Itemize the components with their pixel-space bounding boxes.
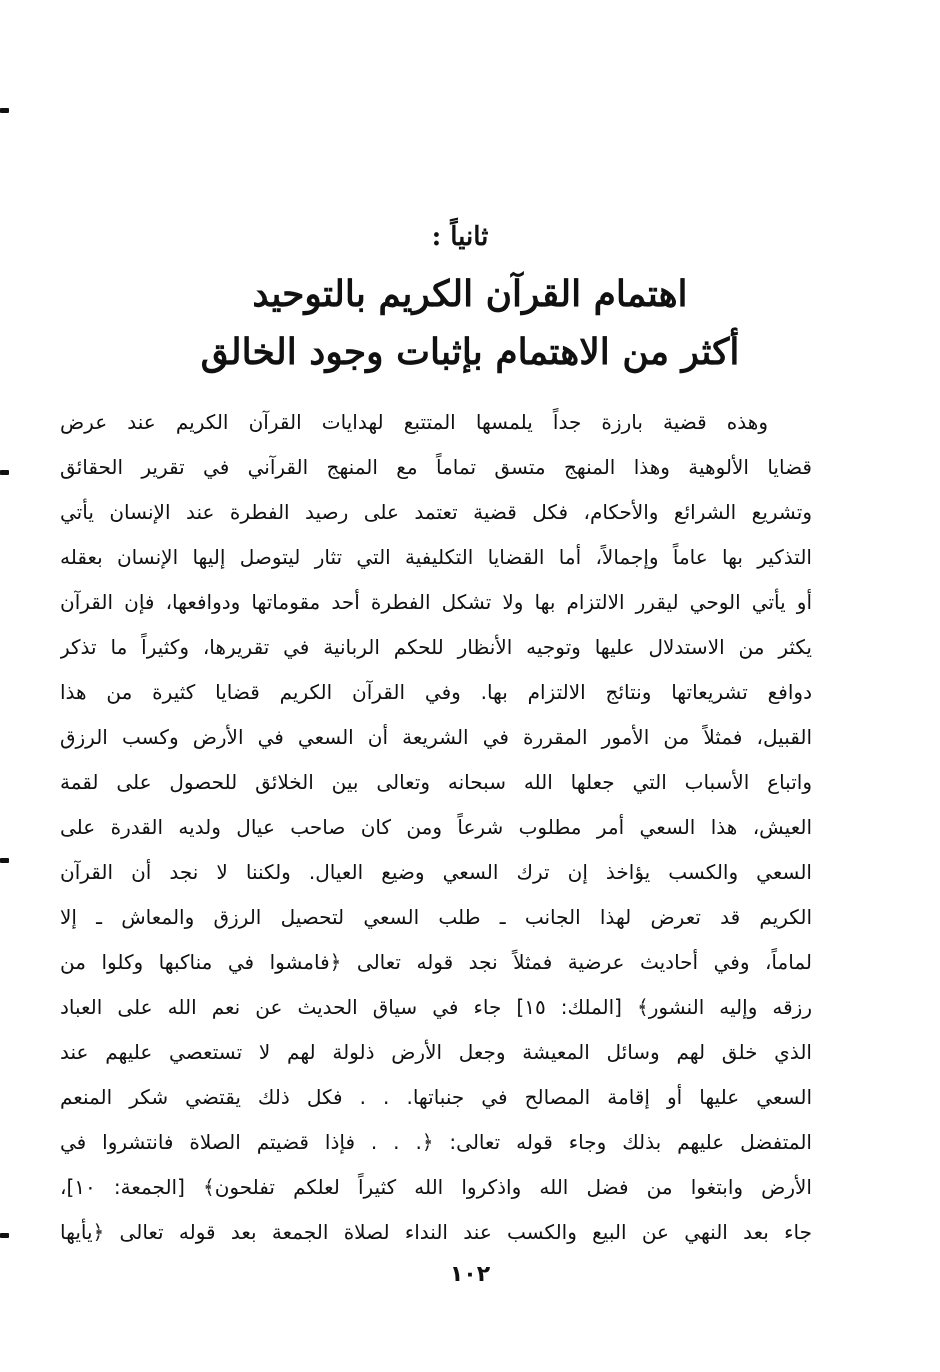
margin-mark bbox=[0, 108, 9, 113]
text-line: الذي خلق لهم وسائل المعيشة وجعل الأرض ذلولة لهم لا تستعصي عليهم عند bbox=[60, 1040, 812, 1064]
text-line: واتباع الأسباب التي جعلها الله سبحانه وتعالى بين الخلائق للحصول على لقمة bbox=[60, 770, 812, 794]
text-line: يكثر من الاستدلال عليها وتوجيه الأنظار للحكم الربانية في تقريرها، وكثيراً ما تذكر bbox=[60, 635, 812, 659]
text-line: المتفضل عليهم بذلك وجاء قوله تعالى: ﴿. . . فإذا قضيتم الصلاة فانتشروا في bbox=[60, 1130, 812, 1154]
text-line: رزقه وإليه النشور﴾ [الملك: ١٥] جاء في سياق الحديث عن نعم الله على العباد bbox=[60, 995, 812, 1019]
chapter-title-line-1: اهتمام القرآن الكريم بالتوحيد bbox=[252, 273, 688, 315]
page-number: ١٠٢ bbox=[449, 1262, 491, 1287]
text-line: جاء بعد النهي عن البيع والكسب عند النداء لصلاة الجمعة بعد قوله تعالى ﴿يأيها bbox=[60, 1220, 812, 1244]
text-line: أو يأتي الوحي ليقرر الالتزام بها ولا تشكل الفطرة أحد مقوماتها ودوافعها، فإن القرآن bbox=[60, 590, 812, 614]
text-line: السعي عليها أو إقامة المصالح في جنباتها. . . فكل ذلك يقتضي شكر المنعم bbox=[60, 1085, 812, 1109]
text-line: السعي والكسب يؤاخذ إن ترك السعي وضيع العيال. ولكننا لا نجد أن القرآن bbox=[60, 860, 812, 884]
text-line: لماماً، وفي أحاديث عرضية فمثلاً نجد قوله تعالى ﴿فامشوا في مناكبها وكلوا من bbox=[60, 950, 812, 974]
text-line: القبيل، فمثلاً من الأمور المقررة في الشريعة أن السعي في الأرض وكسب الرزق bbox=[60, 725, 812, 749]
text-line: العيش، هذا السعي أمر مطلوب شرعاً ومن كان صاحب عيال ولديه القدرة على bbox=[60, 815, 812, 839]
text-line: التذكير بها عاماً وإجمالاً، أما القضايا التكليفية التي تثار ليتوصل إليها الإنسان بعقله bbox=[60, 545, 812, 569]
text-line: دوافع تشريعاتها ونتائج الالتزام بها. وفي القرآن الكريم قضايا كثيرة من هذا bbox=[60, 680, 812, 704]
chapter-title-line-2: أكثر من الاهتمام بإثبات وجود الخالق bbox=[200, 331, 740, 373]
body-paragraph bbox=[60, 400, 812, 1255]
section-label-text: ثانياً : bbox=[431, 222, 489, 252]
section-label bbox=[0, 222, 940, 252]
text-line: وهذه قضية بارزة جداً يلمسها المتتبع لهدايات القرآن الكريم عند عرض bbox=[60, 410, 768, 434]
text-line: الكريم قد تعرض لهذا الجانب ـ طلب السعي لتحصيل الرزق والمعاش ـ إلا bbox=[60, 905, 812, 929]
margin-mark bbox=[0, 1233, 9, 1238]
text-line: قضايا الألوهية وهذا المنهج متسق تماماً مع المنهج القرآني في تقرير الحقائق bbox=[60, 455, 812, 479]
text-line: الأرض وابتغوا من فضل الله واذكروا الله كثيراً لعلكم تفلحون﴾ [الجمعة: ١٠]، bbox=[60, 1175, 812, 1199]
text-line: وتشريع الشرائع والأحكام، فكل قضية تعتمد على رصيد الفطرة عند الإنسان يأتي bbox=[60, 500, 812, 524]
margin-mark bbox=[0, 858, 9, 863]
margin-mark bbox=[0, 470, 9, 475]
